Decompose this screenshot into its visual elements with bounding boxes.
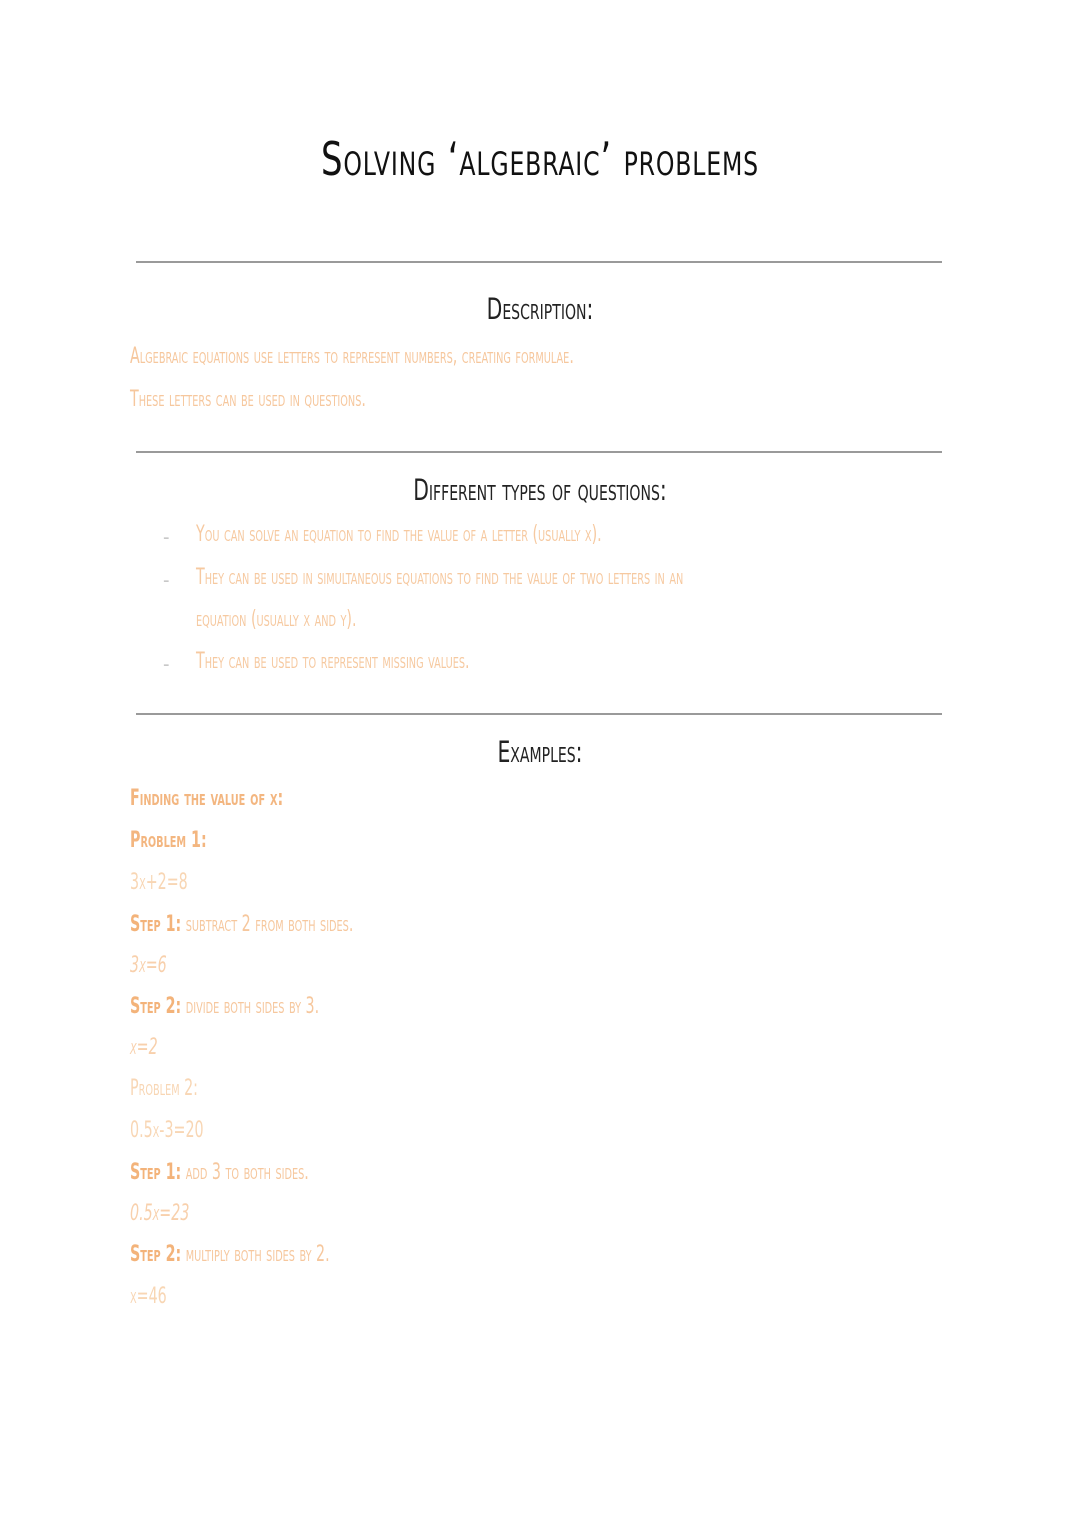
- step-line: [130, 994, 319, 1019]
- problem-label: Problem 2:: [130, 1076, 198, 1101]
- step-line: [130, 1242, 330, 1267]
- question-type-item: They can be used to represent missing values.: [196, 649, 470, 674]
- bullet-marker: -: [163, 568, 170, 592]
- step-text: subtract 2 from both sides.: [181, 912, 354, 937]
- examples-subheading: Finding the value of x:: [130, 786, 284, 811]
- step-result: x=2: [130, 1035, 158, 1060]
- description-line: Algebraic equations use letters to represent numbers, creating formulae.: [130, 344, 574, 369]
- page-title: Solving ‘algebraic’ problems: [321, 132, 759, 186]
- step-line: [130, 1160, 309, 1185]
- step-text: multiply both sides by 2.: [181, 1242, 330, 1267]
- problem-label: Problem 1:: [130, 828, 207, 853]
- step-label: Step 1:: [130, 912, 182, 937]
- step-label: Step 2:: [130, 994, 182, 1019]
- step-label: Step 1:: [130, 1160, 182, 1185]
- bullet-marker: -: [163, 525, 170, 549]
- divider: [136, 261, 942, 263]
- bullet-marker: -: [163, 652, 170, 676]
- step-line: [130, 912, 353, 937]
- step-text: divide both sides by 3.: [181, 994, 320, 1019]
- step-result: x=46: [130, 1284, 167, 1309]
- step-label: Step 2:: [130, 1242, 182, 1267]
- step-result: 0.5x=23: [130, 1201, 190, 1226]
- question-type-item: They can be used in simultaneous equations to find the value of two letters in an: [196, 565, 684, 590]
- step-text: add 3 to both sides.: [181, 1160, 309, 1185]
- step-result: 3x=6: [130, 953, 167, 978]
- description-heading: Description:: [486, 292, 594, 326]
- divider: [136, 451, 942, 453]
- question-types-heading: Different types of questions:: [413, 473, 667, 507]
- divider: [136, 713, 942, 715]
- question-type-item: You can solve an equation to find the value of a letter (usually x).: [196, 522, 602, 547]
- question-type-item-continued: equation (usually x and y).: [196, 607, 357, 632]
- examples-heading: Examples:: [497, 735, 583, 769]
- problem-equation: 0.5x-3=20: [130, 1118, 204, 1143]
- description-line: These letters can be used in questions.: [130, 387, 366, 412]
- problem-equation: 3x+2=8: [130, 870, 188, 895]
